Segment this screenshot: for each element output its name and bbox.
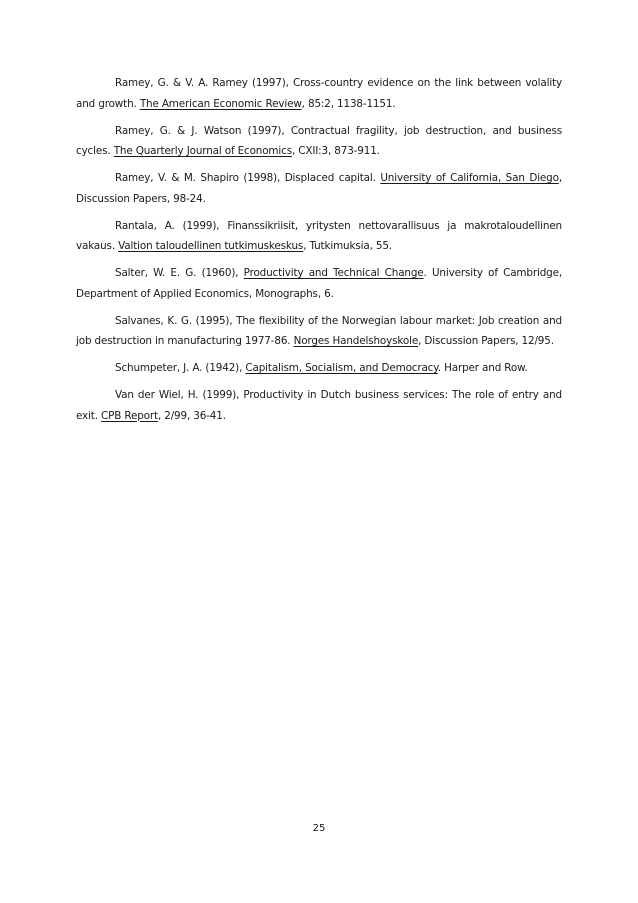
reference-text: Ramey, G. & J. Watson (1997), Contractual fragility, job destruction, and business cycles. xyxy=(76,124,562,157)
reference-entry xyxy=(76,121,562,162)
reference-details: , Discussion Papers, 12/95. xyxy=(418,335,554,347)
reference-details: , 85:2, 1138-1151. xyxy=(301,97,396,110)
reference-entry xyxy=(76,168,562,209)
reference-entry xyxy=(76,311,562,352)
reference-entry xyxy=(76,358,562,379)
reference-text: Salter, W. E. G. (1960), xyxy=(115,267,244,279)
reference-source: Productivity and Technical Change xyxy=(243,267,424,279)
reference-text: Van der Wiel, H. (1999), Productivity in Dutch business services: The role of entry and exit. xyxy=(76,389,562,422)
reference-entry xyxy=(76,385,562,426)
reference-text: Ramey, G. & V. A. Ramey (1997), Cross-country evidence on the link between volality and growth. xyxy=(76,77,562,110)
reference-source: Valtion taloudellinen tutkimuskeskus xyxy=(118,240,304,252)
reference-source: Norges Handelshoyskole xyxy=(293,335,419,347)
reference-details: , 2/99, 36-41. xyxy=(157,409,226,422)
reference-entry xyxy=(76,263,562,304)
reference-details: . Harper and Row. xyxy=(437,362,528,374)
reference-details: , Tutkimuksia, 55. xyxy=(303,240,392,252)
reference-text: Ramey, V. & M. Shapiro (1998), Displaced capital. xyxy=(115,172,381,184)
reference-list xyxy=(76,73,562,433)
reference-text: Salvanes, K. G. (1995), The flexibility of the Norwegian labour market: Job creation and job destruction in manufacturing 1977-86. xyxy=(76,314,562,347)
reference-source: Capitalism, Socialism, and Democracy xyxy=(245,362,438,374)
reference-text: Rantala, A. (1999), Finanssikriisit, yritysten nettovarallisuus ja makrotaloudellinen vakaus. xyxy=(76,219,562,252)
reference-source: CPB Report xyxy=(101,409,158,422)
reference-source: University of California, San Diego xyxy=(380,172,559,184)
reference-source: The Quarterly Journal of Economics xyxy=(113,145,292,157)
reference-text: Schumpeter, J. A. (1942), xyxy=(115,362,246,374)
reference-entry xyxy=(76,216,562,257)
reference-details: . University of Cambridge, Department of Applied Economics, Monographs, 6. xyxy=(76,267,562,300)
reference-entry xyxy=(76,73,562,114)
reference-details: , CXII:3, 873-911. xyxy=(291,145,380,157)
reference-source: The American Economic Review xyxy=(139,97,302,110)
page-number: 25 xyxy=(312,823,326,834)
reference-details: , Discussion Papers, 98-24. xyxy=(76,172,562,205)
